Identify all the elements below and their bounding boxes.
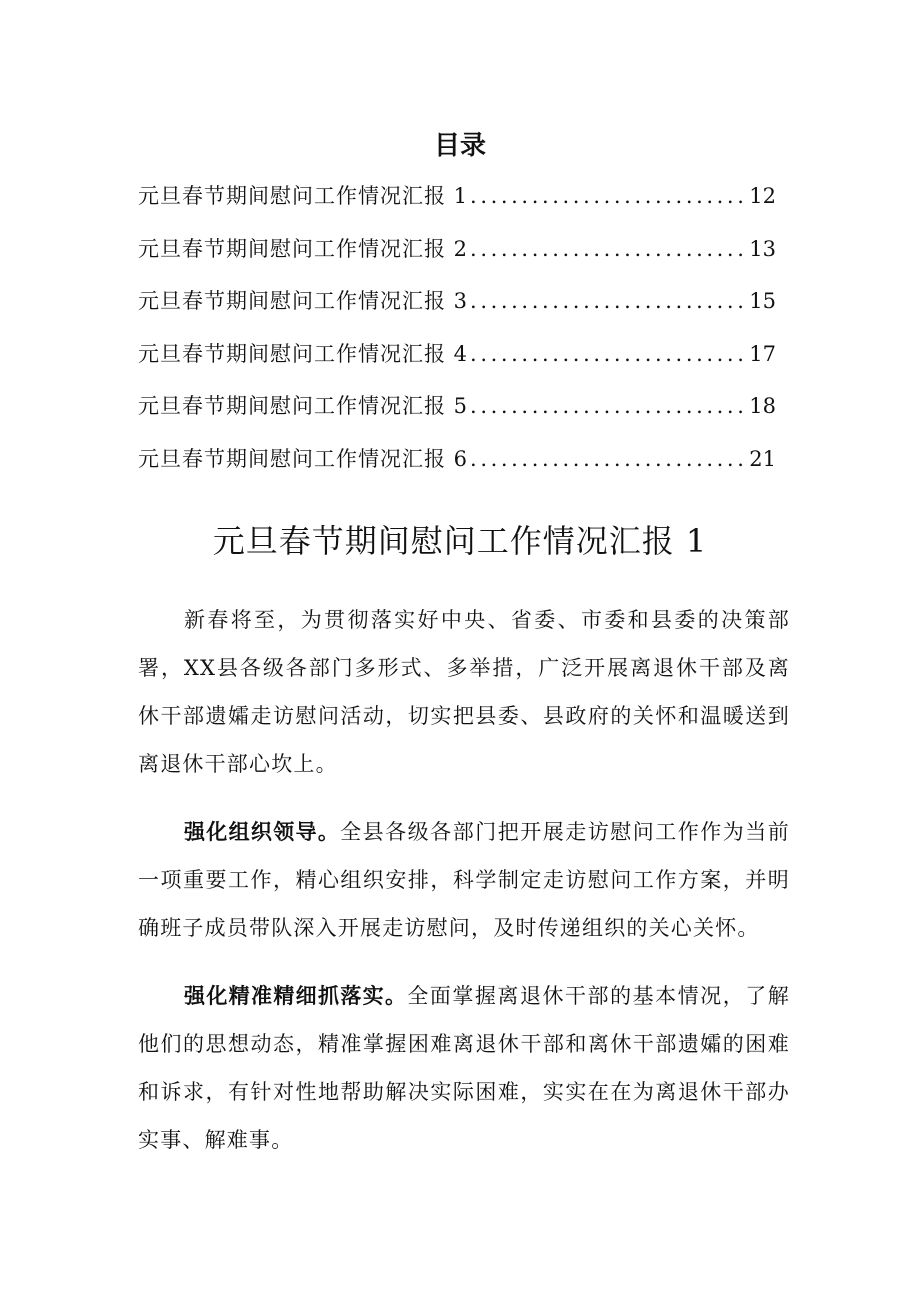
toc-entry[interactable] [138, 176, 776, 229]
toc-dot-leader [470, 229, 745, 269]
toc-entry[interactable] [138, 229, 776, 282]
table-of-contents [138, 176, 776, 492]
toc-entry-text: 元旦春节期间慰问工作情况汇报 4 [138, 341, 469, 366]
toc-entry[interactable] [138, 334, 776, 387]
body-paragraph [138, 972, 790, 1164]
toc-dot-leader [470, 439, 745, 479]
toc-entry-page: 18 [749, 394, 776, 419]
paragraph-lead: 强化精准精细抓落实。 [184, 984, 408, 1008]
toc-entry[interactable] [138, 439, 776, 492]
toc-entry-page: 13 [749, 236, 776, 261]
paragraph-text: 全面掌握离退休干部的基本情况，了解他们的思想动态，精准掌握困难离退休干部和离休干部遗孀的困难和诉求，有针对性地帮助解决实际困难，实实在在为离退休干部办实事、解难事。 [138, 984, 790, 1152]
toc-entry-text: 元旦春节期间慰问工作情况汇报 5 [138, 394, 469, 419]
toc-dot-leader [470, 281, 745, 321]
paragraph-text: 全县各级各部门把开展走访慰问工作作为当前一项重要工作，精心组织安排，科学制定走访慰问工作方案，并明确班子成员带队深入开展走访慰问，及时传递组织的关心关怀。 [138, 820, 791, 940]
toc-title: 目录 [433, 131, 486, 161]
body-paragraph [138, 808, 790, 952]
toc-entry-text: 元旦春节期间慰问工作情况汇报 1 [138, 184, 469, 208]
toc-entry[interactable] [138, 386, 776, 439]
toc-dot-leader [470, 386, 745, 426]
toc-dot-leader [470, 334, 745, 374]
toc-entry-text: 元旦春节期间慰问工作情况汇报 3 [138, 289, 469, 314]
document-body [138, 596, 790, 1184]
toc-entry-text: 元旦春节期间慰问工作情况汇报 2 [138, 236, 469, 261]
document-title: 元旦春节期间慰问工作情况汇报 1 [212, 522, 708, 560]
paragraph-lead: 强化组织领导。 [184, 820, 341, 844]
toc-entry-page: 12 [749, 184, 776, 208]
toc-entry[interactable] [138, 281, 776, 334]
toc-entry-page: 17 [749, 341, 776, 366]
toc-entry-page: 15 [749, 289, 776, 314]
paragraph-text: 新春将至，为贯彻落实好中央、省委、市委和县委的决策部署，XX县各级各部门多形式、多举措，广泛开展离退休干部及离休干部遗孀走访慰问活动，切实把县委、县政府的关怀和温暖送到离退休干部心坎上。 [138, 608, 790, 776]
toc-entry-page: 21 [749, 446, 776, 471]
body-paragraph [138, 596, 790, 788]
toc-entry-text: 元旦春节期间慰问工作情况汇报 6 [138, 446, 469, 471]
toc-dot-leader [470, 176, 745, 216]
